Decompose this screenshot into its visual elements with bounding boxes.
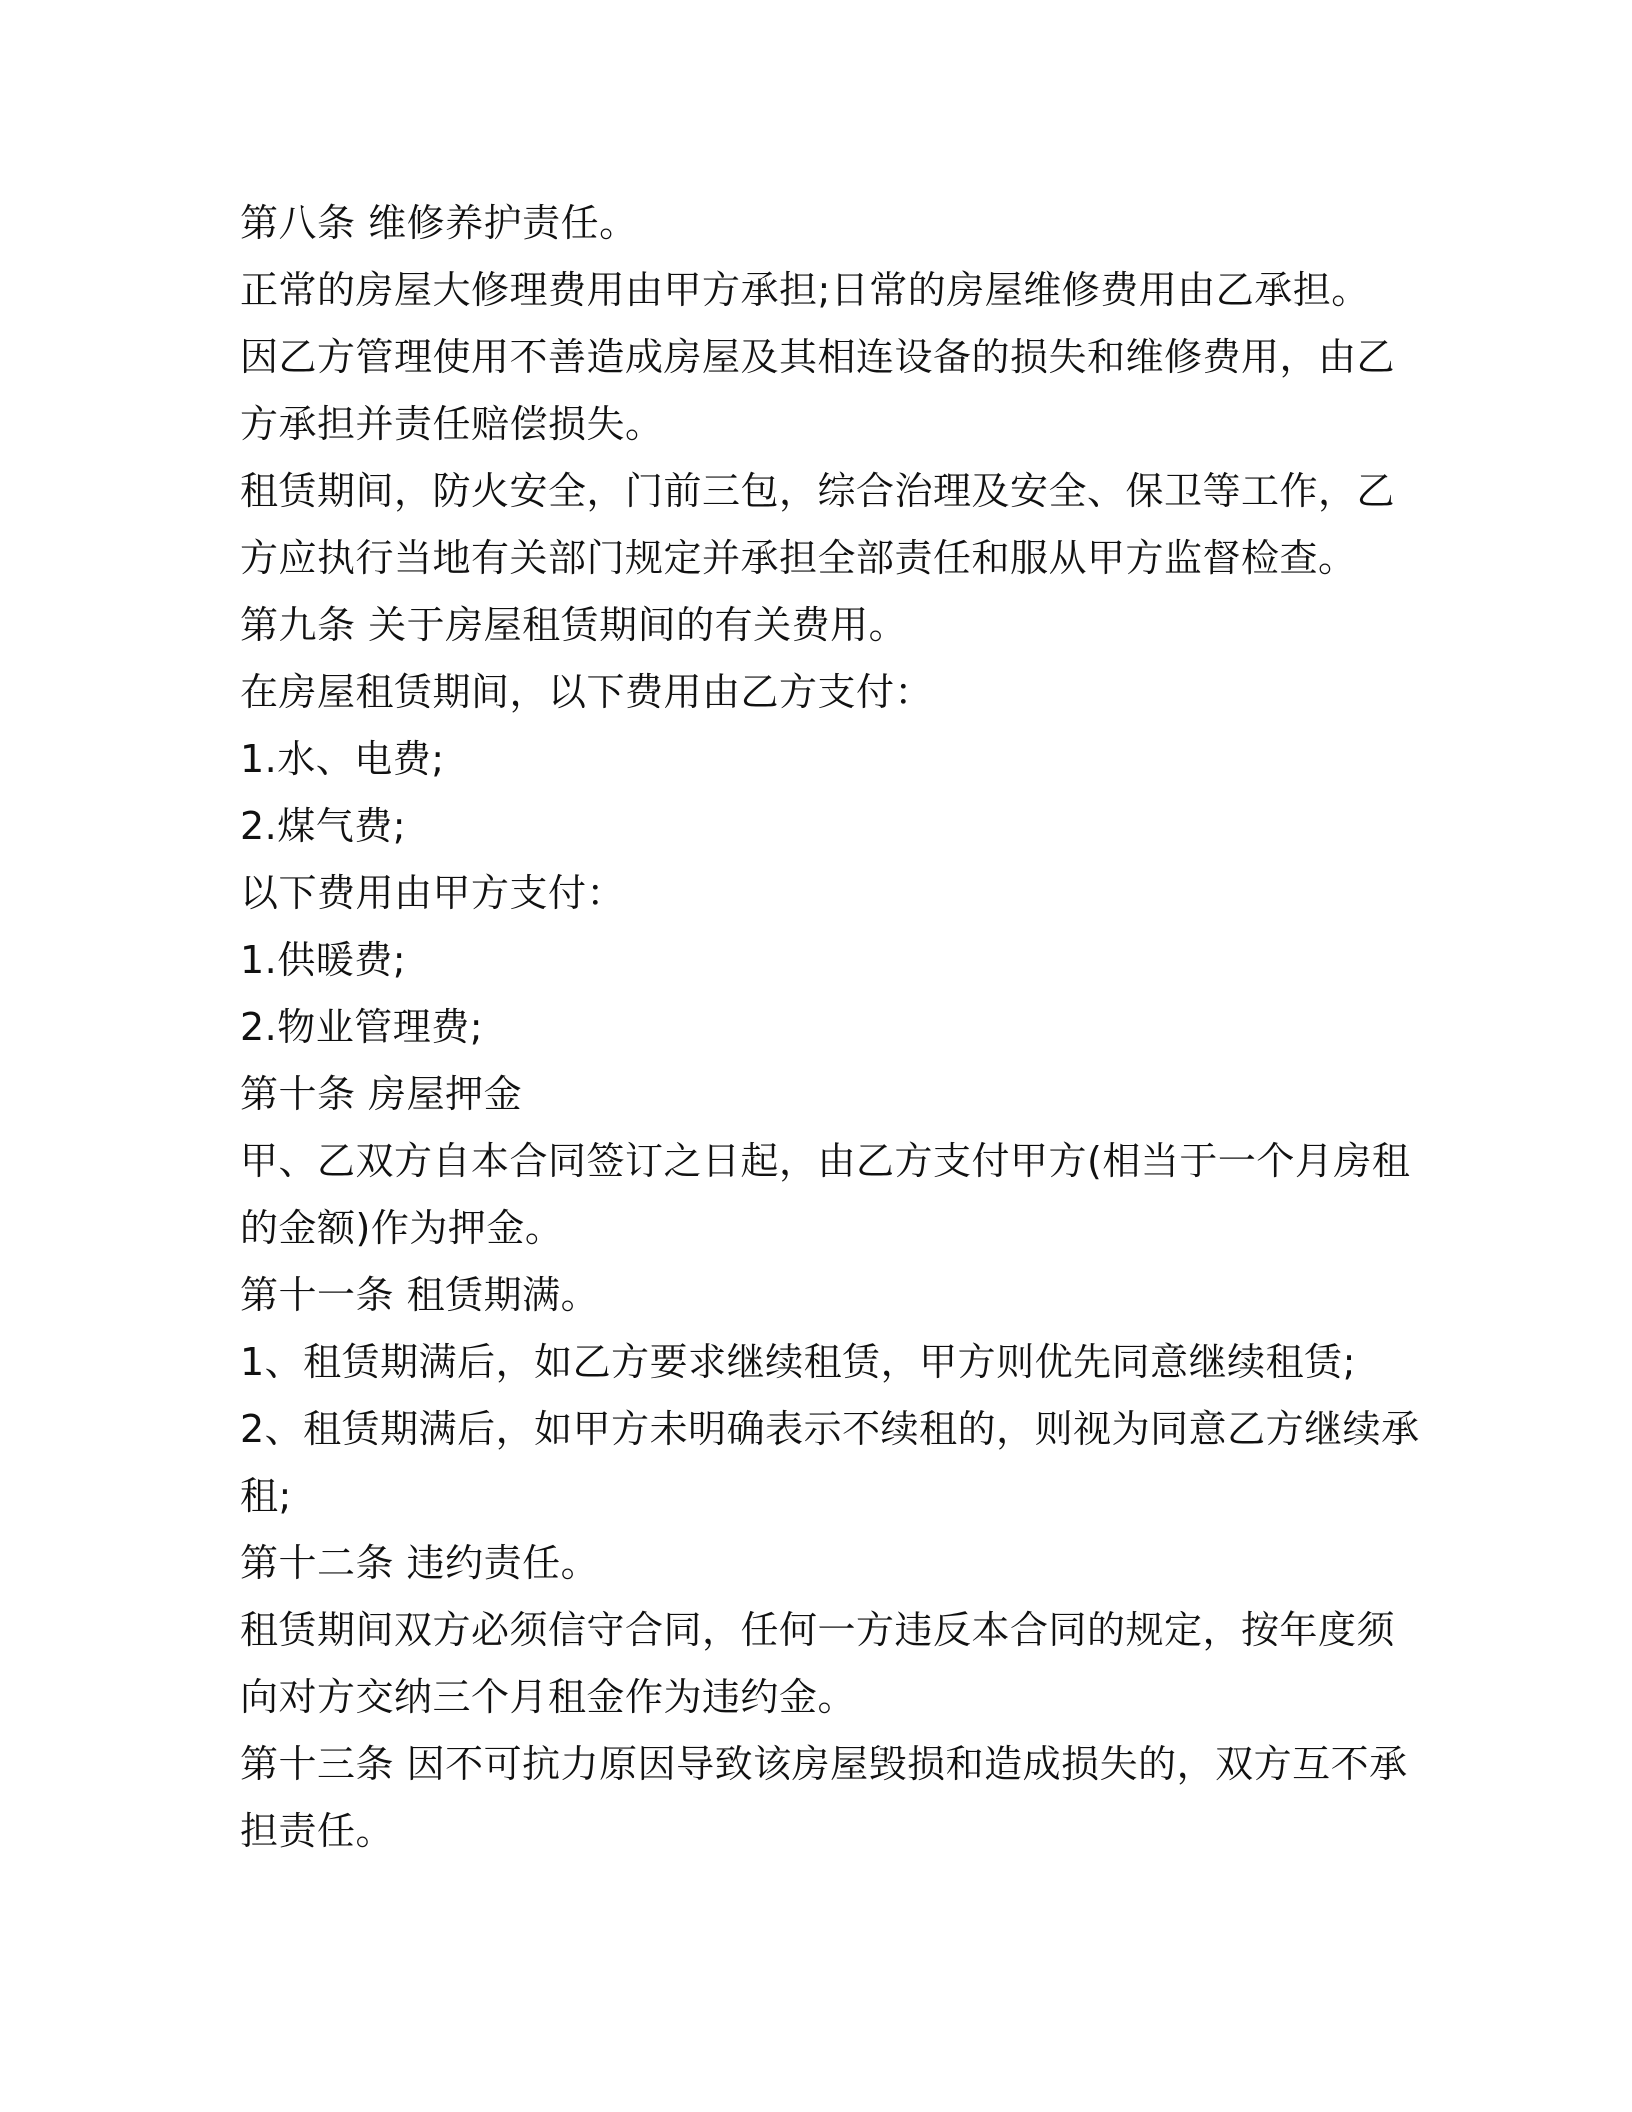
list-item: 1.供暖费;	[240, 938, 407, 982]
paragraph-line: 方应执行当地有关部门规定并承担全部责任和服从甲方监督检查。	[240, 536, 1357, 580]
list-item: 2、租赁期满后，如甲方未明确表示不续租的，则视为同意乙方继续承	[240, 1407, 1420, 1451]
list-item: 2.物业管理费;	[240, 1005, 484, 1049]
list-item-continuation: 租;	[240, 1474, 292, 1518]
article-9-heading: 第九条 关于房屋租赁期间的有关费用。	[240, 603, 908, 647]
paragraph-line: 以下费用由甲方支付：	[240, 871, 626, 915]
list-item: 1.水、电费;	[240, 737, 445, 781]
paragraph-line: 租赁期间，防火安全，门前三包，综合治理及安全、保卫等工作，乙	[240, 469, 1396, 513]
list-item: 1、租赁期满后，如乙方要求继续租赁，甲方则优先同意继续租赁;	[240, 1340, 1356, 1384]
paragraph-line: 正常的房屋大修理费用由甲方承担;日常的房屋维修费用由乙承担。	[240, 268, 1370, 312]
paragraph-line: 担责任。	[240, 1809, 395, 1853]
paragraph-line: 的金额)作为押金。	[240, 1206, 564, 1250]
article-10-heading: 第十条 房屋押金	[240, 1072, 523, 1116]
article-12-heading: 第十二条 违约责任。	[240, 1541, 600, 1585]
document-body	[240, 190, 1420, 1865]
paragraph-line: 方承担并责任赔偿损失。	[240, 402, 664, 446]
paragraph-line: 租赁期间双方必须信守合同，任何一方违反本合同的规定，按年度须	[240, 1608, 1396, 1652]
paragraph-line: 因乙方管理使用不善造成房屋及其相连设备的损失和维修费用，由乙	[240, 335, 1396, 379]
list-item: 2.煤气费;	[240, 804, 407, 848]
article-8-heading: 第八条 维修养护责任。	[240, 201, 638, 245]
article-11-heading: 第十一条 租赁期满。	[240, 1273, 600, 1317]
paragraph-line: 在房屋租赁期间，以下费用由乙方支付：	[240, 670, 934, 714]
article-13-heading: 第十三条 因不可抗力原因导致该房屋毁损和造成损失的，双方互不承	[240, 1742, 1408, 1786]
paragraph-line: 向对方交纳三个月租金作为违约金。	[240, 1675, 857, 1719]
paragraph-line: 甲、乙双方自本合同签订之日起，由乙方支付甲方(相当于一个月房租	[240, 1139, 1411, 1183]
